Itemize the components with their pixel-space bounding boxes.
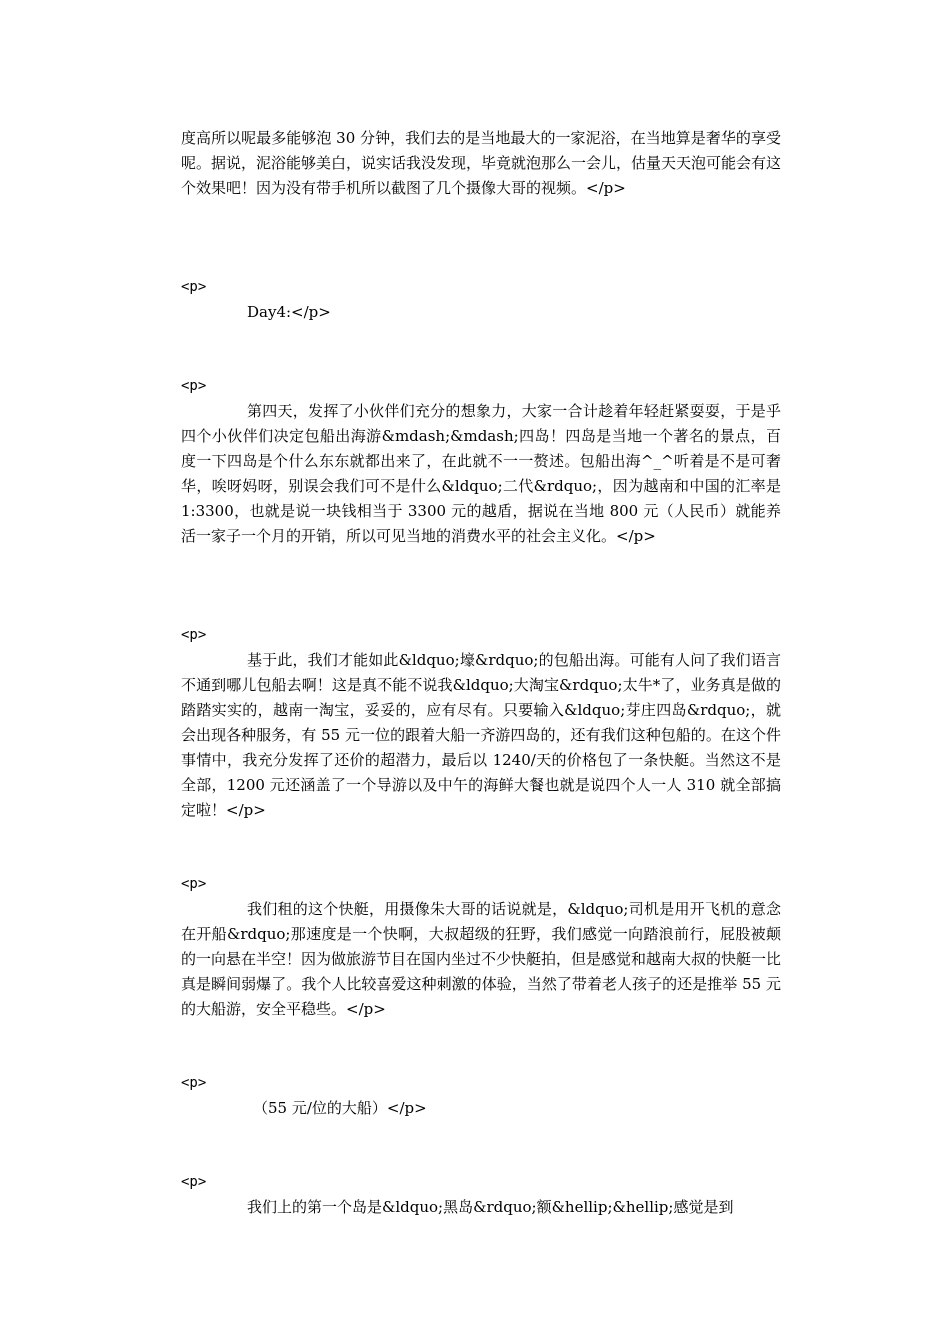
open-p-tag: <p> bbox=[181, 1174, 207, 1190]
paragraph-text: 我们上的第一个岛是&ldquo;黑岛&rdquo;额&hellip;&hellip;感觉是到 bbox=[247, 1198, 734, 1216]
paragraph-block-4 bbox=[181, 623, 781, 823]
open-p-tag: <p> bbox=[181, 378, 207, 394]
paragraph-text: 我们租的这个快艇，用摄像朱大哥的话说就是，&ldquo;司机是用开飞机的意念在开船&rdquo;那速度是一个快啊，大叔超级的狂野，我们感觉一向踏浪前行，屁股被颠的一向悬在半空！因为做旅游节目在国内坐过不少快艇拍，但是感觉和越南大叔的快艇一比真是瞬间弱爆了。我个人比较喜爱这种刺激的体验，当然了带着老人孩子的还是推举 55 元的大船游，安全平稳些。</p> bbox=[181, 900, 782, 1018]
paragraph-text: 基于此，我们才能如此&ldquo;壕&rdquo;的包船出海。可能有人问了我们语言不通到哪儿包船去啊！这是真不能不说我&ldquo;大淘宝&rdquo;太牛*了，业务真是做的踏踏实实的，越南一淘宝，妥妥的，应有尽有。只要输入&ldquo;芽庄四岛&rdquo;，就会出现各种服务，有 55 元一位的跟着大船一齐游四岛的，还有我们这种包船的。在这个件事情中，我充分发挥了还价的超潜力，最后以 1240/天的价格包了一条快艇。当然这不是全部，1200 元还涵盖了一个导游以及中午的海鲜大餐也就是说四个人一人 310 就全部搞定啦！</p> bbox=[181, 651, 781, 819]
paragraph-text: 第四天，发挥了小伙伴们充分的想象力，大家一合计趁着年轻赶紧耍耍，于是乎四个小伙伴们决定包船出海游&mdash;&mdash;四岛！四岛是当地一个著名的景点，百度一下四岛是个什么东东就都出来了，在此就不一一赘述。包船出海^_^听着是不是可奢华，唉呀妈呀，别误会我们可不是什么&ldquo;二代&rdquo;，因为越南和中国的汇率是 1:3300，也就是说一块钱相当于 3300 元的越盾，据说在当地 800 元（人民币）就能养活一家子一个月的开销，所以可见当地的消费水平的社会主义化。</p> bbox=[181, 402, 781, 545]
paragraph-text: （55 元/位的大船）</p> bbox=[253, 1099, 427, 1117]
paragraph-block-6 bbox=[181, 1071, 781, 1121]
paragraph-block-1 bbox=[181, 126, 781, 201]
paragraph-block-5 bbox=[181, 872, 781, 1022]
paragraph-block-7 bbox=[181, 1170, 781, 1220]
open-p-tag: <p> bbox=[181, 1075, 207, 1091]
open-p-tag: <p> bbox=[181, 279, 207, 295]
open-p-tag: <p> bbox=[181, 627, 207, 643]
open-p-tag: <p> bbox=[181, 876, 207, 892]
paragraph-block-3 bbox=[181, 374, 781, 549]
paragraph-text: 度高所以呢最多能够泡 30 分钟，我们去的是当地最大的一家泥浴，在当地算是奢华的享受呢。据说，泥浴能够美白，说实话我没发现，毕竟就泡那么一会儿，估量天天泡可能会有这个效果吧！因为没有带手机所以截图了几个摄像大哥的视频。</p> bbox=[181, 129, 782, 197]
paragraph-block-2 bbox=[181, 275, 781, 325]
paragraph-text: Day4:</p> bbox=[247, 303, 331, 321]
